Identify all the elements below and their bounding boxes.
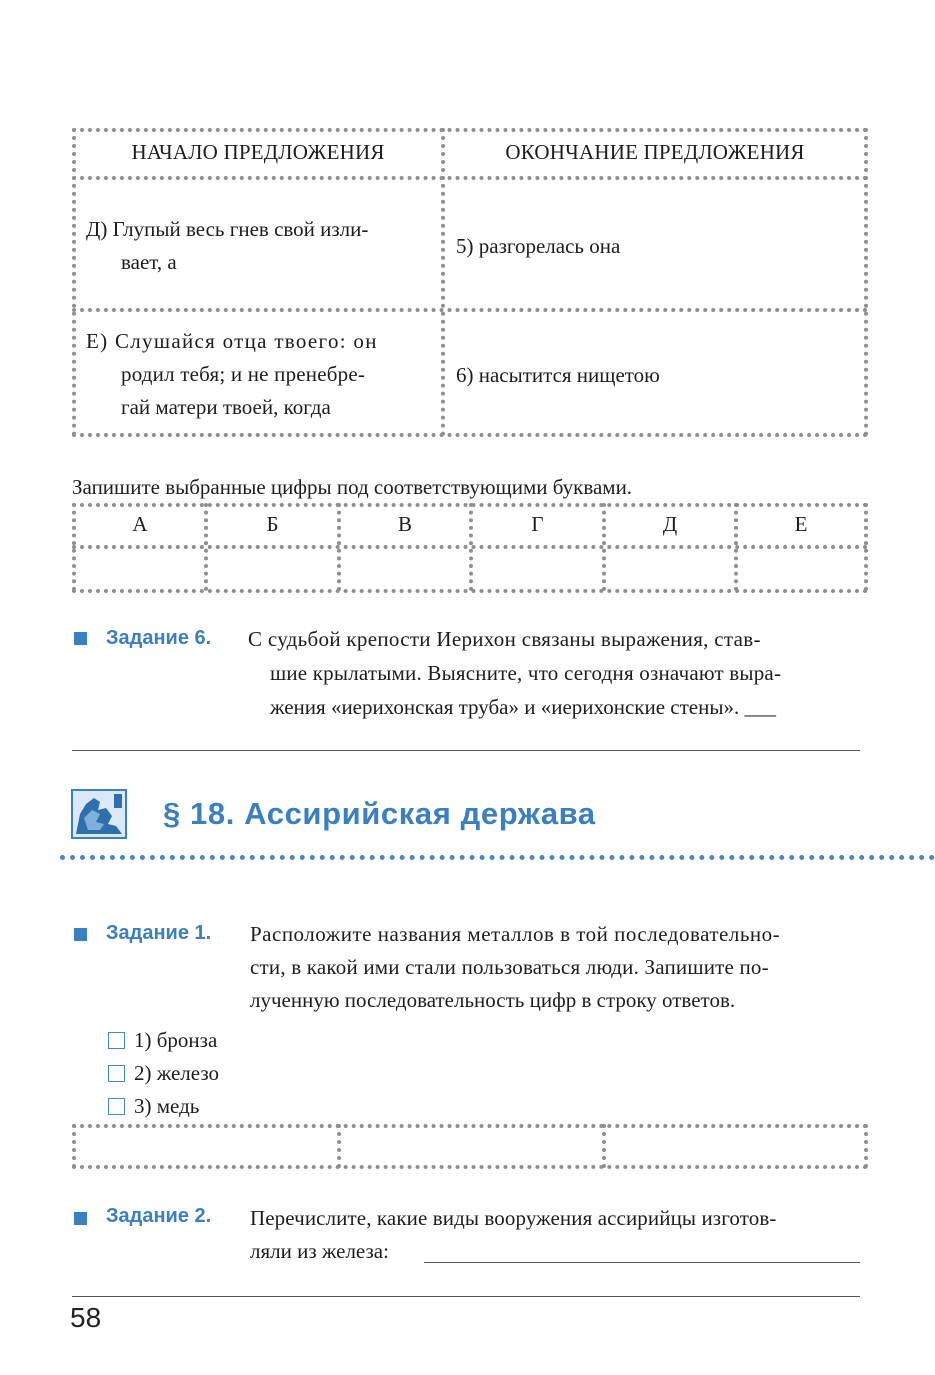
sentence-end-6: 6) насытится нищетою <box>456 363 660 387</box>
answer-cell-1[interactable] <box>78 1130 335 1163</box>
letter-g: Г <box>531 512 544 536</box>
option-copper[interactable] <box>108 1091 199 1121</box>
task6-line3: жения «иерихонская труба» и «иерихонские стены». ___ <box>270 695 776 719</box>
answer-line[interactable] <box>424 1262 860 1263</box>
option-label: 2) железо <box>134 1060 220 1085</box>
task1-line3: лученную последовательность цифр в строку ответов. <box>250 988 736 1012</box>
checkbox[interactable] <box>108 1032 125 1049</box>
table-border <box>72 433 868 437</box>
option-label: 3) медь <box>134 1093 200 1118</box>
sentence-start-d-line2: вает, а <box>121 250 177 274</box>
sentence-start-d-line1: Д) Глупый весь гнев свой изли- <box>86 217 369 241</box>
instruction-text: Запишите выбранные цифры под соответствующими буквами. <box>72 475 633 499</box>
table-border <box>441 128 445 436</box>
task2-line2: ляли из железа: <box>250 1239 389 1263</box>
table-border <box>72 176 868 180</box>
sentence-start-e-line2: родил тебя; и не пренебре- <box>121 362 366 386</box>
section-icon <box>70 788 128 840</box>
task2-label: Задание 2. <box>106 1205 212 1227</box>
answer-cell-2[interactable] <box>343 1130 600 1163</box>
checkbox[interactable] <box>108 1098 125 1115</box>
answer-line[interactable] <box>72 1296 860 1297</box>
sentence-start-e-line3: гай матери твоей, когда <box>121 395 331 419</box>
letter-v: В <box>397 512 412 536</box>
task6-line1: С судьбой крепости Иерихон связаны выражения, став- <box>248 627 761 651</box>
table-header-end: ОКОНЧАНИЕ ПРЕДЛОЖЕНИЯ <box>505 140 805 164</box>
task-bullet <box>74 632 87 645</box>
answer-cell-e[interactable] <box>740 551 862 587</box>
letter-d: Д <box>662 512 678 536</box>
task1-line2: сти, в какой ими стали пользоваться люди. Запишите по- <box>250 955 769 979</box>
table-border <box>72 308 868 312</box>
sentence-start-e-line1: Е) Слушайся отца твоего: он <box>86 329 378 353</box>
table-border <box>602 1124 606 1168</box>
task1-line1: Расположите названия металлов в той последовательно- <box>250 922 781 946</box>
page-number: 58 <box>70 1302 102 1333</box>
task6-line2: шие крылатыми. Выясните, что сегодня означают выра- <box>270 661 782 685</box>
table-border <box>72 1124 868 1128</box>
table-border <box>864 503 868 591</box>
checkbox[interactable] <box>108 1065 125 1082</box>
answer-cell-a[interactable] <box>78 551 202 587</box>
answer-cell-3[interactable] <box>608 1130 862 1163</box>
task6-label: Задание 6. <box>106 627 212 649</box>
answer-cell-d[interactable] <box>608 551 732 587</box>
sentence-end-5: 5) разгорелась она <box>456 234 621 258</box>
section-divider <box>60 855 935 860</box>
letter-a: А <box>132 512 148 536</box>
table-border <box>72 1165 868 1169</box>
task-bullet <box>74 928 87 941</box>
task2-line1: Перечислите, какие виды вооружения ассирийцы изготов- <box>250 1206 777 1230</box>
task-bullet <box>74 1212 87 1225</box>
table-border <box>864 1124 868 1168</box>
table-border <box>72 128 868 132</box>
table-border <box>864 128 868 436</box>
table-border <box>337 1124 341 1168</box>
task1-label: Задание 1. <box>106 922 212 944</box>
letter-e: Е <box>794 512 808 536</box>
answer-cell-v[interactable] <box>343 551 467 587</box>
option-label: 1) бронза <box>134 1027 218 1052</box>
table-border <box>72 128 76 436</box>
letter-b: Б <box>266 512 279 536</box>
option-iron[interactable] <box>108 1058 219 1088</box>
table-header-start: НАЧАЛО ПРЕДЛОЖЕНИЯ <box>131 140 385 164</box>
answer-cell-g[interactable] <box>475 551 600 587</box>
answer-cell-b[interactable] <box>210 551 335 587</box>
answer-line[interactable] <box>72 750 860 751</box>
option-bronze[interactable] <box>108 1025 217 1055</box>
table-border <box>72 1124 76 1168</box>
section-title: § 18. Ассирийская держава <box>163 796 596 831</box>
